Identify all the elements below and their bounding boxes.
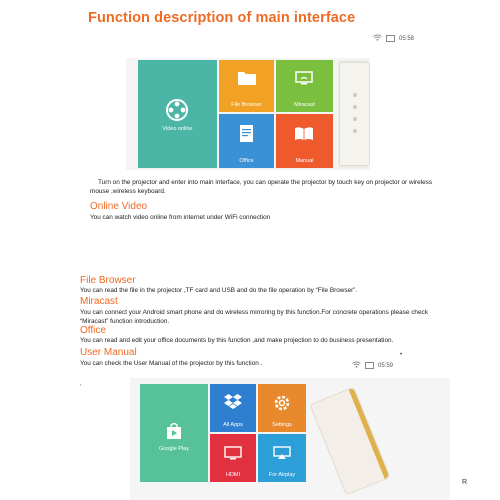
wifi-icon (373, 34, 382, 43)
film-reel-icon (165, 98, 189, 122)
tile-for-airplay[interactable] (258, 434, 306, 482)
section-heading: User Manual (80, 347, 137, 358)
tile-label: Google Play (159, 446, 189, 452)
section-heading: Office (80, 325, 106, 336)
tile-label: Settings (272, 422, 292, 428)
tile-label: File Browser (231, 102, 262, 108)
document-icon (239, 124, 254, 143)
tile-miracast[interactable] (276, 60, 333, 112)
tile-label: Video online (162, 126, 193, 132)
gear-icon (273, 394, 291, 412)
projector-device-image (339, 62, 370, 166)
decorative-mark: , (80, 381, 82, 387)
battery-icon (386, 35, 395, 42)
section-text: You can watch video online from internet under WiFi connection (90, 214, 271, 221)
status-bar-top (373, 34, 414, 43)
tile-office[interactable] (219, 114, 274, 168)
status-time: 05:59 (378, 362, 394, 369)
tile-all-apps[interactable] (210, 384, 256, 432)
folder-icon (238, 70, 256, 85)
section-text: You can read and edit your office documents by this function ,and make projection to do business presentation. (80, 337, 394, 344)
status-time: 05:58 (399, 35, 415, 42)
corner-mark: R (462, 479, 468, 486)
page-title: Function description of main interface (88, 10, 356, 26)
book-icon (294, 126, 314, 141)
decorative-mark: • (400, 352, 403, 358)
battery-icon (365, 362, 374, 369)
home-screen-screenshot (130, 378, 450, 500)
hdmi-icon (224, 446, 242, 460)
status-bar-bottom (352, 361, 393, 370)
tile-label: All Apps (223, 422, 243, 428)
tile-video-online[interactable] (138, 60, 217, 168)
section-heading: Miracast (80, 296, 118, 307)
tile-google-play[interactable] (140, 384, 208, 482)
tile-file-browser[interactable] (219, 60, 274, 112)
tile-hdmi[interactable] (210, 434, 256, 482)
screen-cast-icon (295, 71, 313, 85)
tile-settings[interactable] (258, 384, 306, 432)
projector-device-image (309, 387, 390, 496)
intro-text: Turn on the projector and enter into main interface, you can operate the projector by touch key on projector or wireless mouse ,wireless keyboard. (90, 179, 433, 195)
section-heading: File Browser (80, 275, 136, 286)
section-text: You can read the file in the projector ,TF card and USB and do the file operation by “File Browser”. (80, 287, 358, 294)
airplay-icon (273, 446, 291, 460)
shopping-bag-icon (166, 422, 182, 440)
tile-label: For Airplay (268, 472, 296, 478)
section-text: You can check the User Manual of the projector by this function . (80, 360, 263, 367)
wifi-icon (352, 361, 361, 370)
tile-label: Office (239, 158, 254, 164)
tile-label: Manual (295, 158, 314, 164)
main-interface-screenshot (126, 58, 370, 170)
tile-manual[interactable] (276, 114, 333, 168)
dropbox-icon (224, 394, 242, 410)
section-heading: Online Video (90, 201, 148, 212)
tile-label: Miracast (294, 102, 315, 108)
tile-label: HDMI (225, 472, 241, 478)
section-text: You can connect your Android smart phone and do wireless mirroring by this function.For concrete operations please check “Miracast” function introduction. (80, 309, 428, 325)
